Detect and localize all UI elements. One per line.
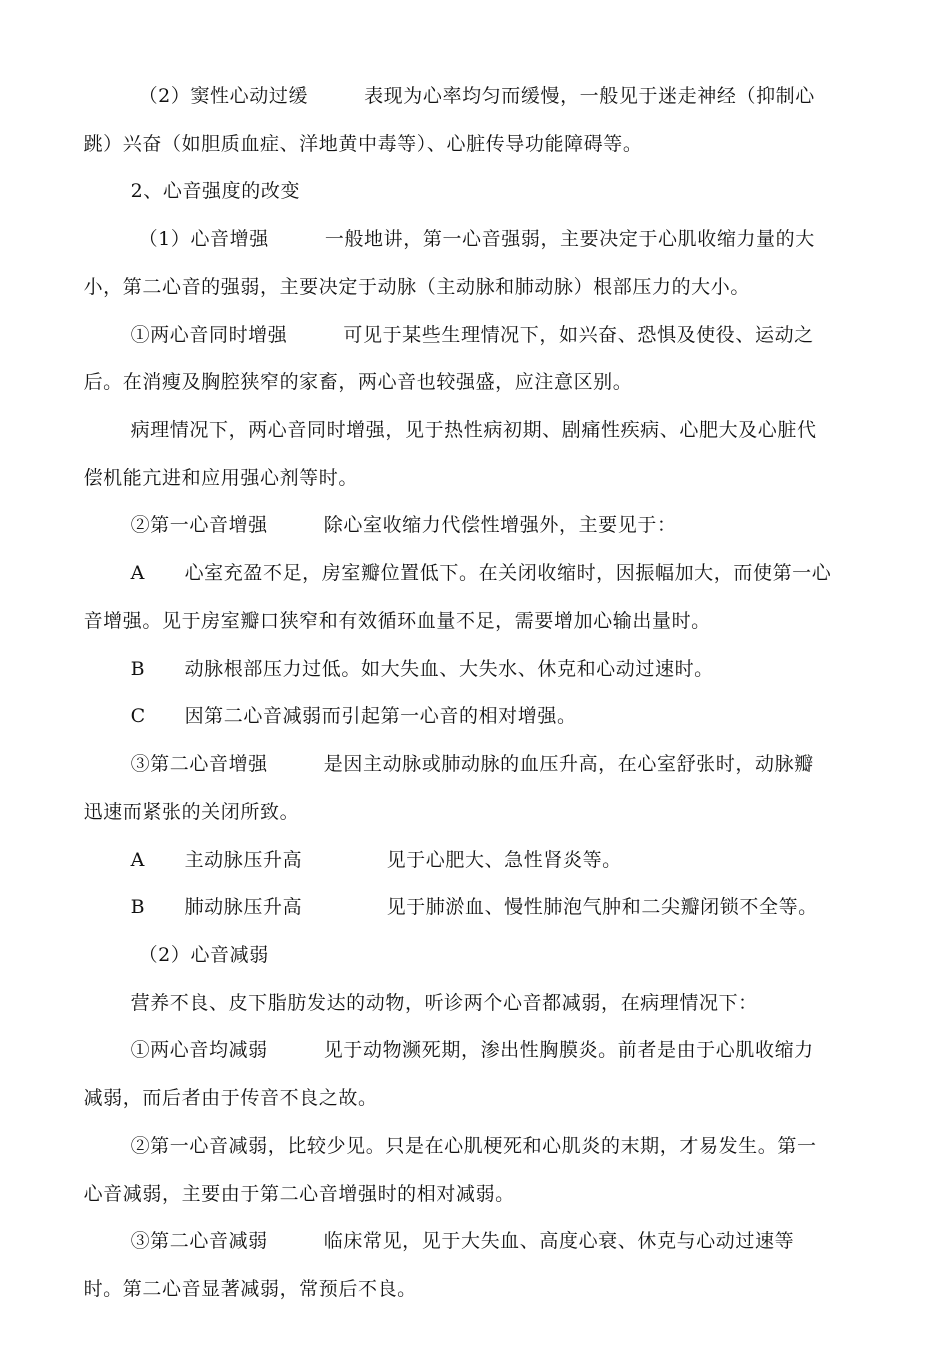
text: 偿机能亢进和应用强心剂等时。 xyxy=(83,467,358,489)
paragraph-line xyxy=(104,680,577,727)
text: 后。在消瘦及胸腔狭窄的家畜，两心音也较强盛，应注意区别。 xyxy=(83,371,633,393)
text: ②第一心音减弱，比较少见。只是在心肌梗死和心肌炎的末期，才易发生。第一 xyxy=(130,1135,817,1157)
list-marker: A xyxy=(130,562,145,584)
section-heading: 2、心音强度的改变 xyxy=(130,180,301,202)
paragraph-line xyxy=(57,108,643,155)
paragraph-line xyxy=(104,537,832,584)
subheading: ①两心音均减弱 xyxy=(130,1039,268,1061)
text: 见于心肥大、急性肾炎等。 xyxy=(386,849,622,871)
paragraph-line xyxy=(104,394,817,441)
paragraph-line xyxy=(104,633,714,680)
paragraph-line xyxy=(104,299,814,346)
list-marker: C xyxy=(130,705,146,727)
text: 减弱，而后者由于传音不良之故。 xyxy=(83,1087,378,1109)
paragraph-line xyxy=(57,346,633,393)
paragraph-line xyxy=(112,203,815,250)
paragraph-line xyxy=(104,1205,795,1252)
paragraph-line xyxy=(57,251,750,298)
subheading: ②第一心音增强 xyxy=(130,514,268,536)
subheading: （2）窦性心动过缓 xyxy=(138,85,309,107)
text: 见于肺淤血、慢性肺泡气肿和二尖瓣闭锁不全等。 xyxy=(386,896,818,918)
list-marker: B xyxy=(130,658,146,680)
paragraph-line xyxy=(104,824,622,871)
paragraph-line xyxy=(57,1158,515,1205)
paragraph-line xyxy=(57,442,358,489)
subheading: ③第二心音增强 xyxy=(130,753,268,775)
paragraph-line xyxy=(104,967,758,1014)
text: 音增强。见于房室瓣口狭窄和有效循环血量不足，需要增加心输出量时。 xyxy=(83,610,711,632)
paragraph-line xyxy=(57,1253,417,1300)
paragraph-line xyxy=(112,60,815,107)
text: 时。第二心音显著减弱，常预后不良。 xyxy=(83,1278,417,1300)
paragraph-line xyxy=(57,1062,378,1109)
section-heading: （2）心音减弱 xyxy=(138,944,269,966)
paragraph-line xyxy=(104,728,814,775)
text: 可见于某些生理情况下，如兴奋、恐惧及使役、运动之 xyxy=(343,324,814,346)
text: 是因主动脉或肺动脉的血压升高，在心室舒张时，动脉瓣 xyxy=(323,753,814,775)
text: 因第二心音减弱而引起第一心音的相对增强。 xyxy=(184,705,577,727)
text: 一般地讲，第一心音强弱，主要决定于心肌收缩力量的大 xyxy=(324,228,815,250)
paragraph-line xyxy=(104,1110,817,1157)
list-marker: A xyxy=(130,849,145,871)
text: 病理情况下，两心音同时增强，见于热性病初期、剧痛性疾病、心肥大及心脏代 xyxy=(130,419,817,441)
subheading: 主动脉压升高 xyxy=(184,849,303,871)
text: 见于动物濒死期，渗出性胸膜炎。前者是由于心肌收缩力 xyxy=(323,1039,814,1061)
text: 心音减弱，主要由于第二心音增强时的相对减弱。 xyxy=(83,1183,515,1205)
text: 迅速而紧张的关闭所致。 xyxy=(83,801,300,823)
paragraph-line xyxy=(104,1014,814,1061)
paragraph-line xyxy=(57,776,300,823)
list-marker: B xyxy=(130,896,146,918)
subheading: ①两心音同时增强 xyxy=(130,324,288,346)
subheading: ③第二心音减弱 xyxy=(130,1230,268,1252)
text: 动脉根部压力过低。如大失血、大失水、休克和心动过速时。 xyxy=(184,658,714,680)
text: 表现为心率均匀而缓慢，一般见于迷走神经（抑制心 xyxy=(364,85,815,107)
text: 小，第二心音的强弱，主要决定于动脉（主动脉和肺动脉）根部压力的大小。 xyxy=(83,276,750,298)
paragraph-line xyxy=(104,489,677,536)
subheading: 肺动脉压升高 xyxy=(184,896,303,918)
paragraph-line xyxy=(104,871,818,918)
text: 心室充盈不足，房室瓣位置低下。在关闭收缩时，因振幅加大，而使第一心 xyxy=(184,562,832,584)
text: 跳）兴奋（如胆质血症、洋地黄中毒等）、心脏传导功能障碍等。 xyxy=(83,133,643,155)
text: 营养不良、皮下脂肪发达的动物，听诊两个心音都减弱，在病理情况下： xyxy=(130,992,758,1014)
paragraph-line xyxy=(57,585,711,632)
text: 临床常见，见于大失血、高度心衰、休克与心动过速等 xyxy=(323,1230,795,1252)
text: 除心室收缩力代偿性增强外，主要见于： xyxy=(323,514,677,536)
subheading: （1）心音增强 xyxy=(138,228,269,250)
